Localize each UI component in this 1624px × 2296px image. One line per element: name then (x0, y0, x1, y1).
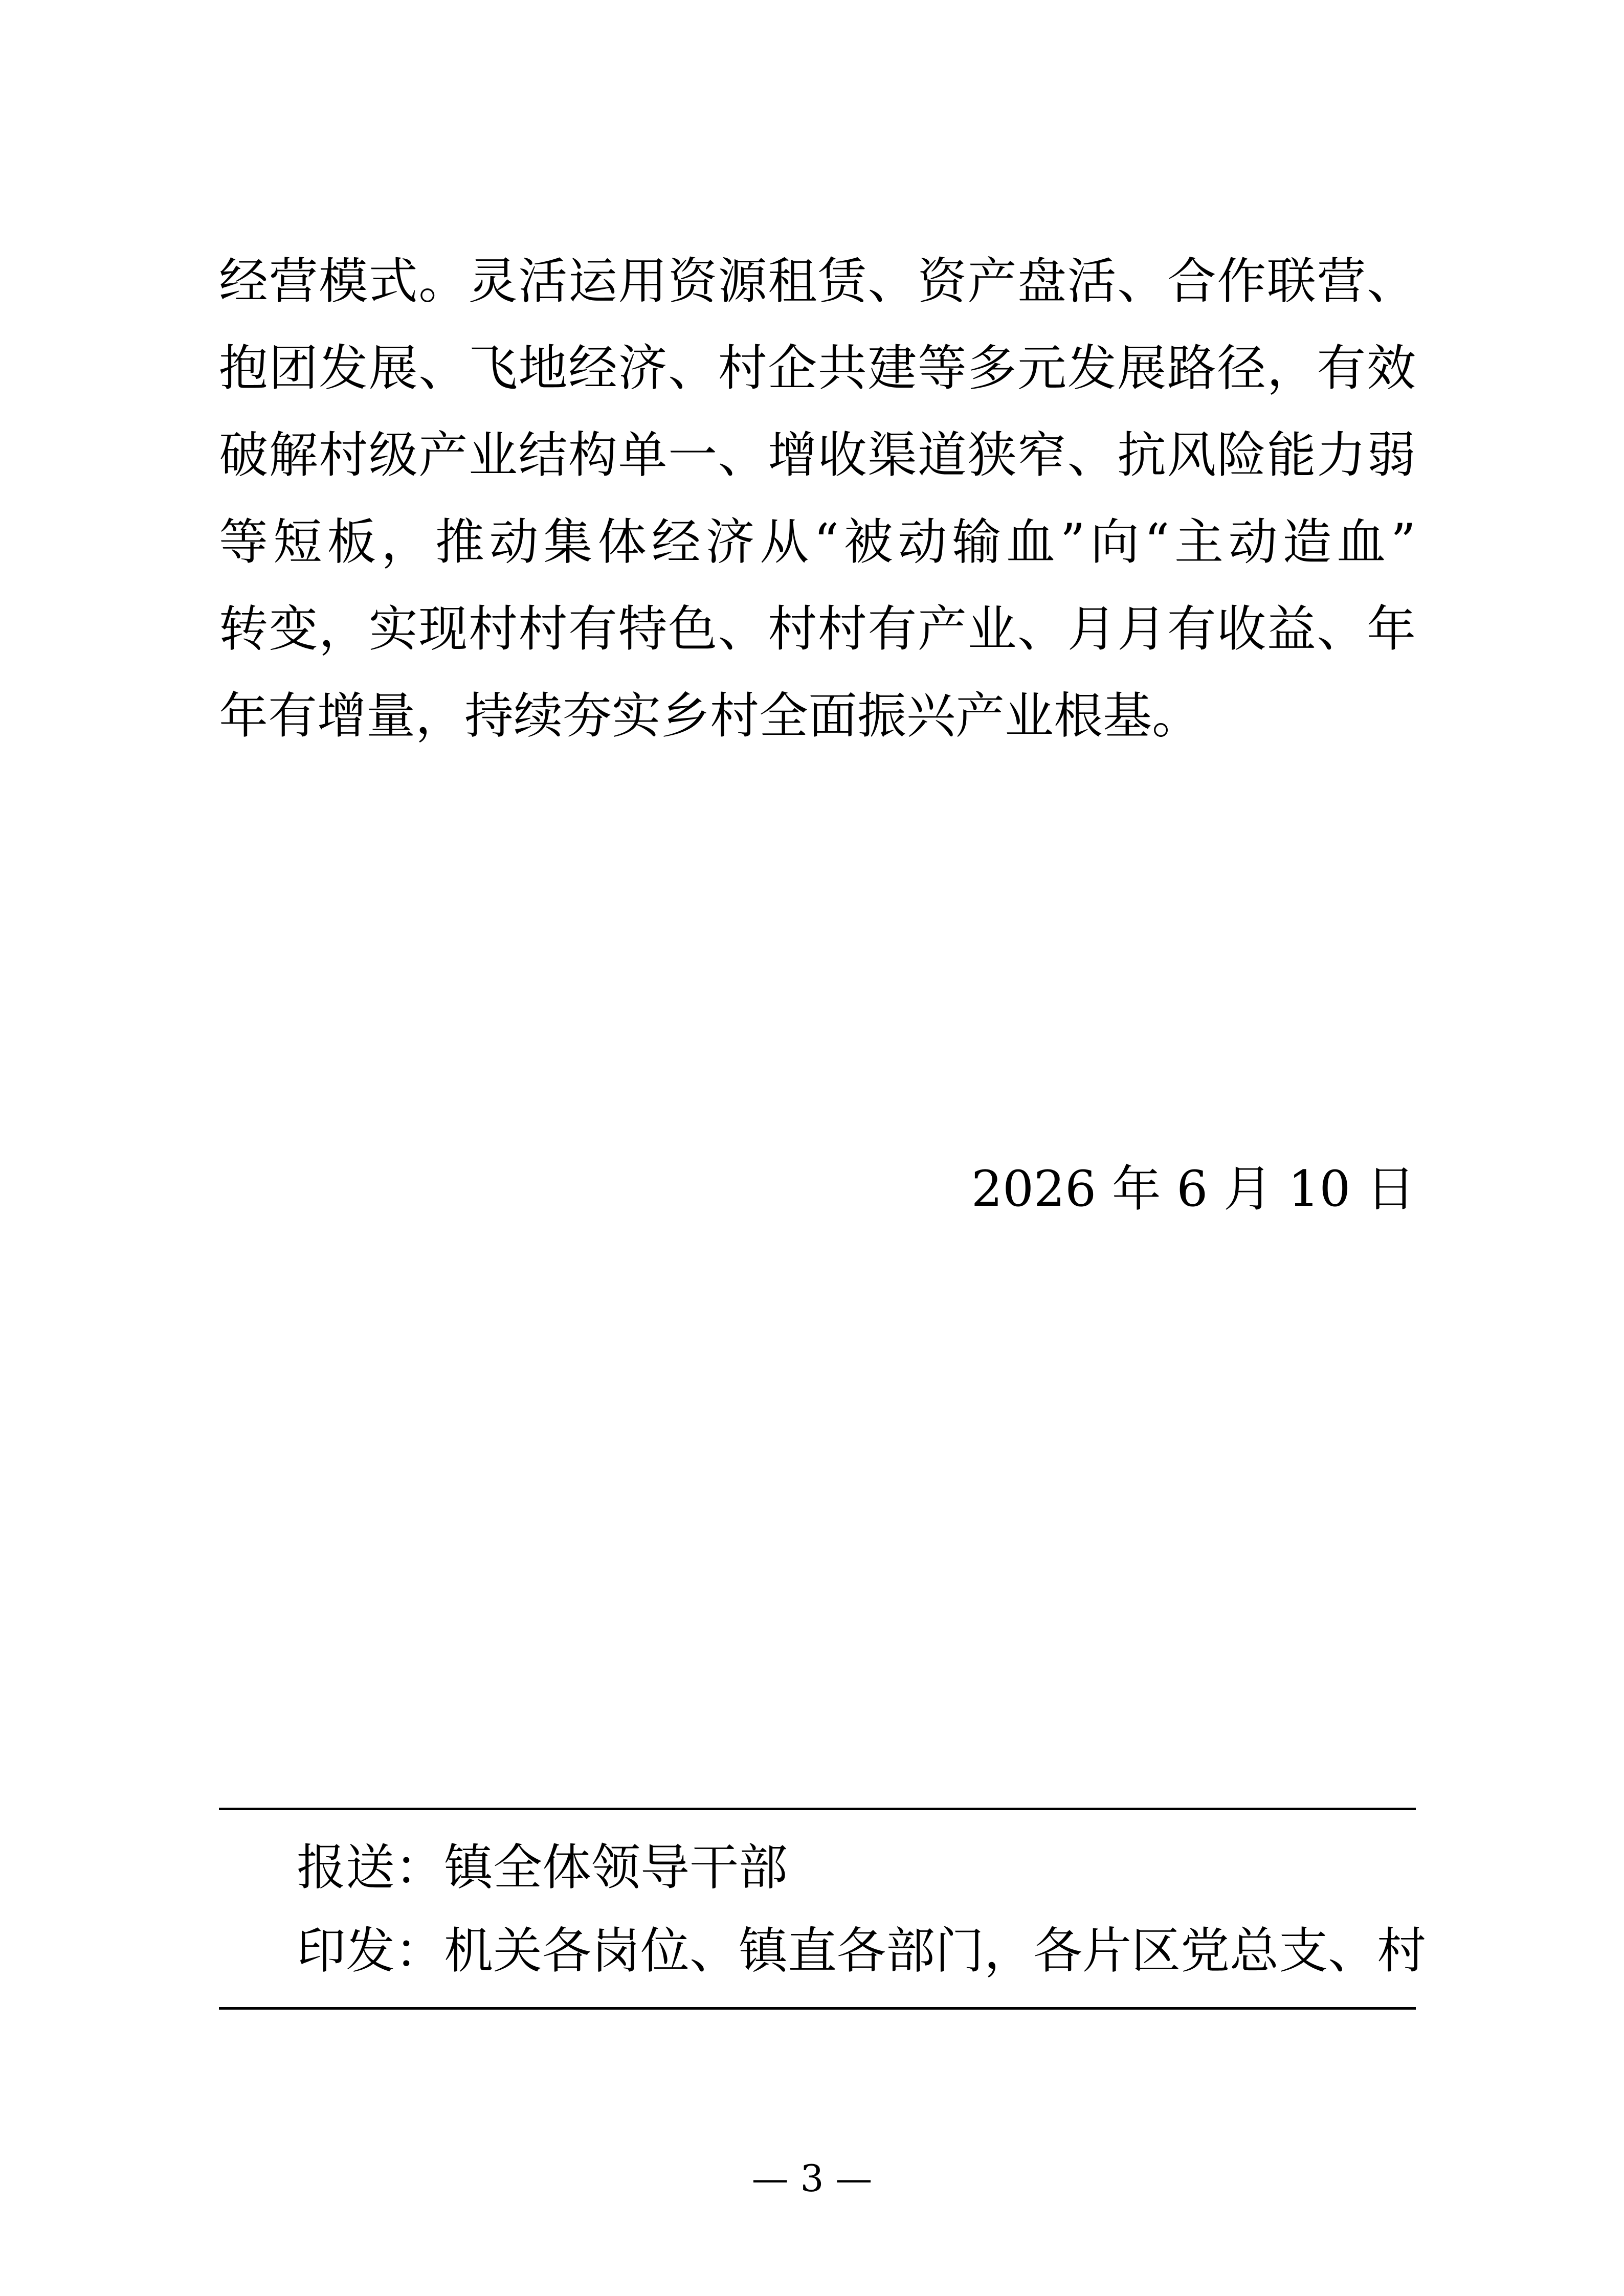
page-number: — 3 — (751, 2157, 873, 2200)
body-text-line-5: 转变，实现村村有特色、村村有产业、月月有收益、年 (219, 600, 1416, 658)
body-text-line-6: 年有增量，持续夯实乡村全面振兴产业根基。 (219, 687, 1201, 745)
document-date: 2026 年 6 月 10 日 (971, 1160, 1415, 1218)
body-text-line-2: 抱团发展、飞地经济、村企共建等多元发展路径，有效 (219, 340, 1416, 397)
body-text-line-4: 等短板，推动集体经济从“被动输血”向“主动造血” (219, 513, 1416, 571)
footer-top-rule (219, 1808, 1416, 1810)
body-text-line-1: 经营模式。灵活运用资源租赁、资产盘活、合作联营、 (219, 253, 1416, 310)
body-text-line-3: 破解村级产业结构单一、增收渠道狭窄、抗风险能力弱 (219, 426, 1416, 484)
report-to-line: 报送：镇全体领导干部 (297, 1839, 788, 1896)
distribute-to-line: 印发：机关各岗位、镇直各部门，各片区党总支、村 (297, 1922, 1426, 1979)
footer-bottom-rule (219, 2007, 1416, 2010)
